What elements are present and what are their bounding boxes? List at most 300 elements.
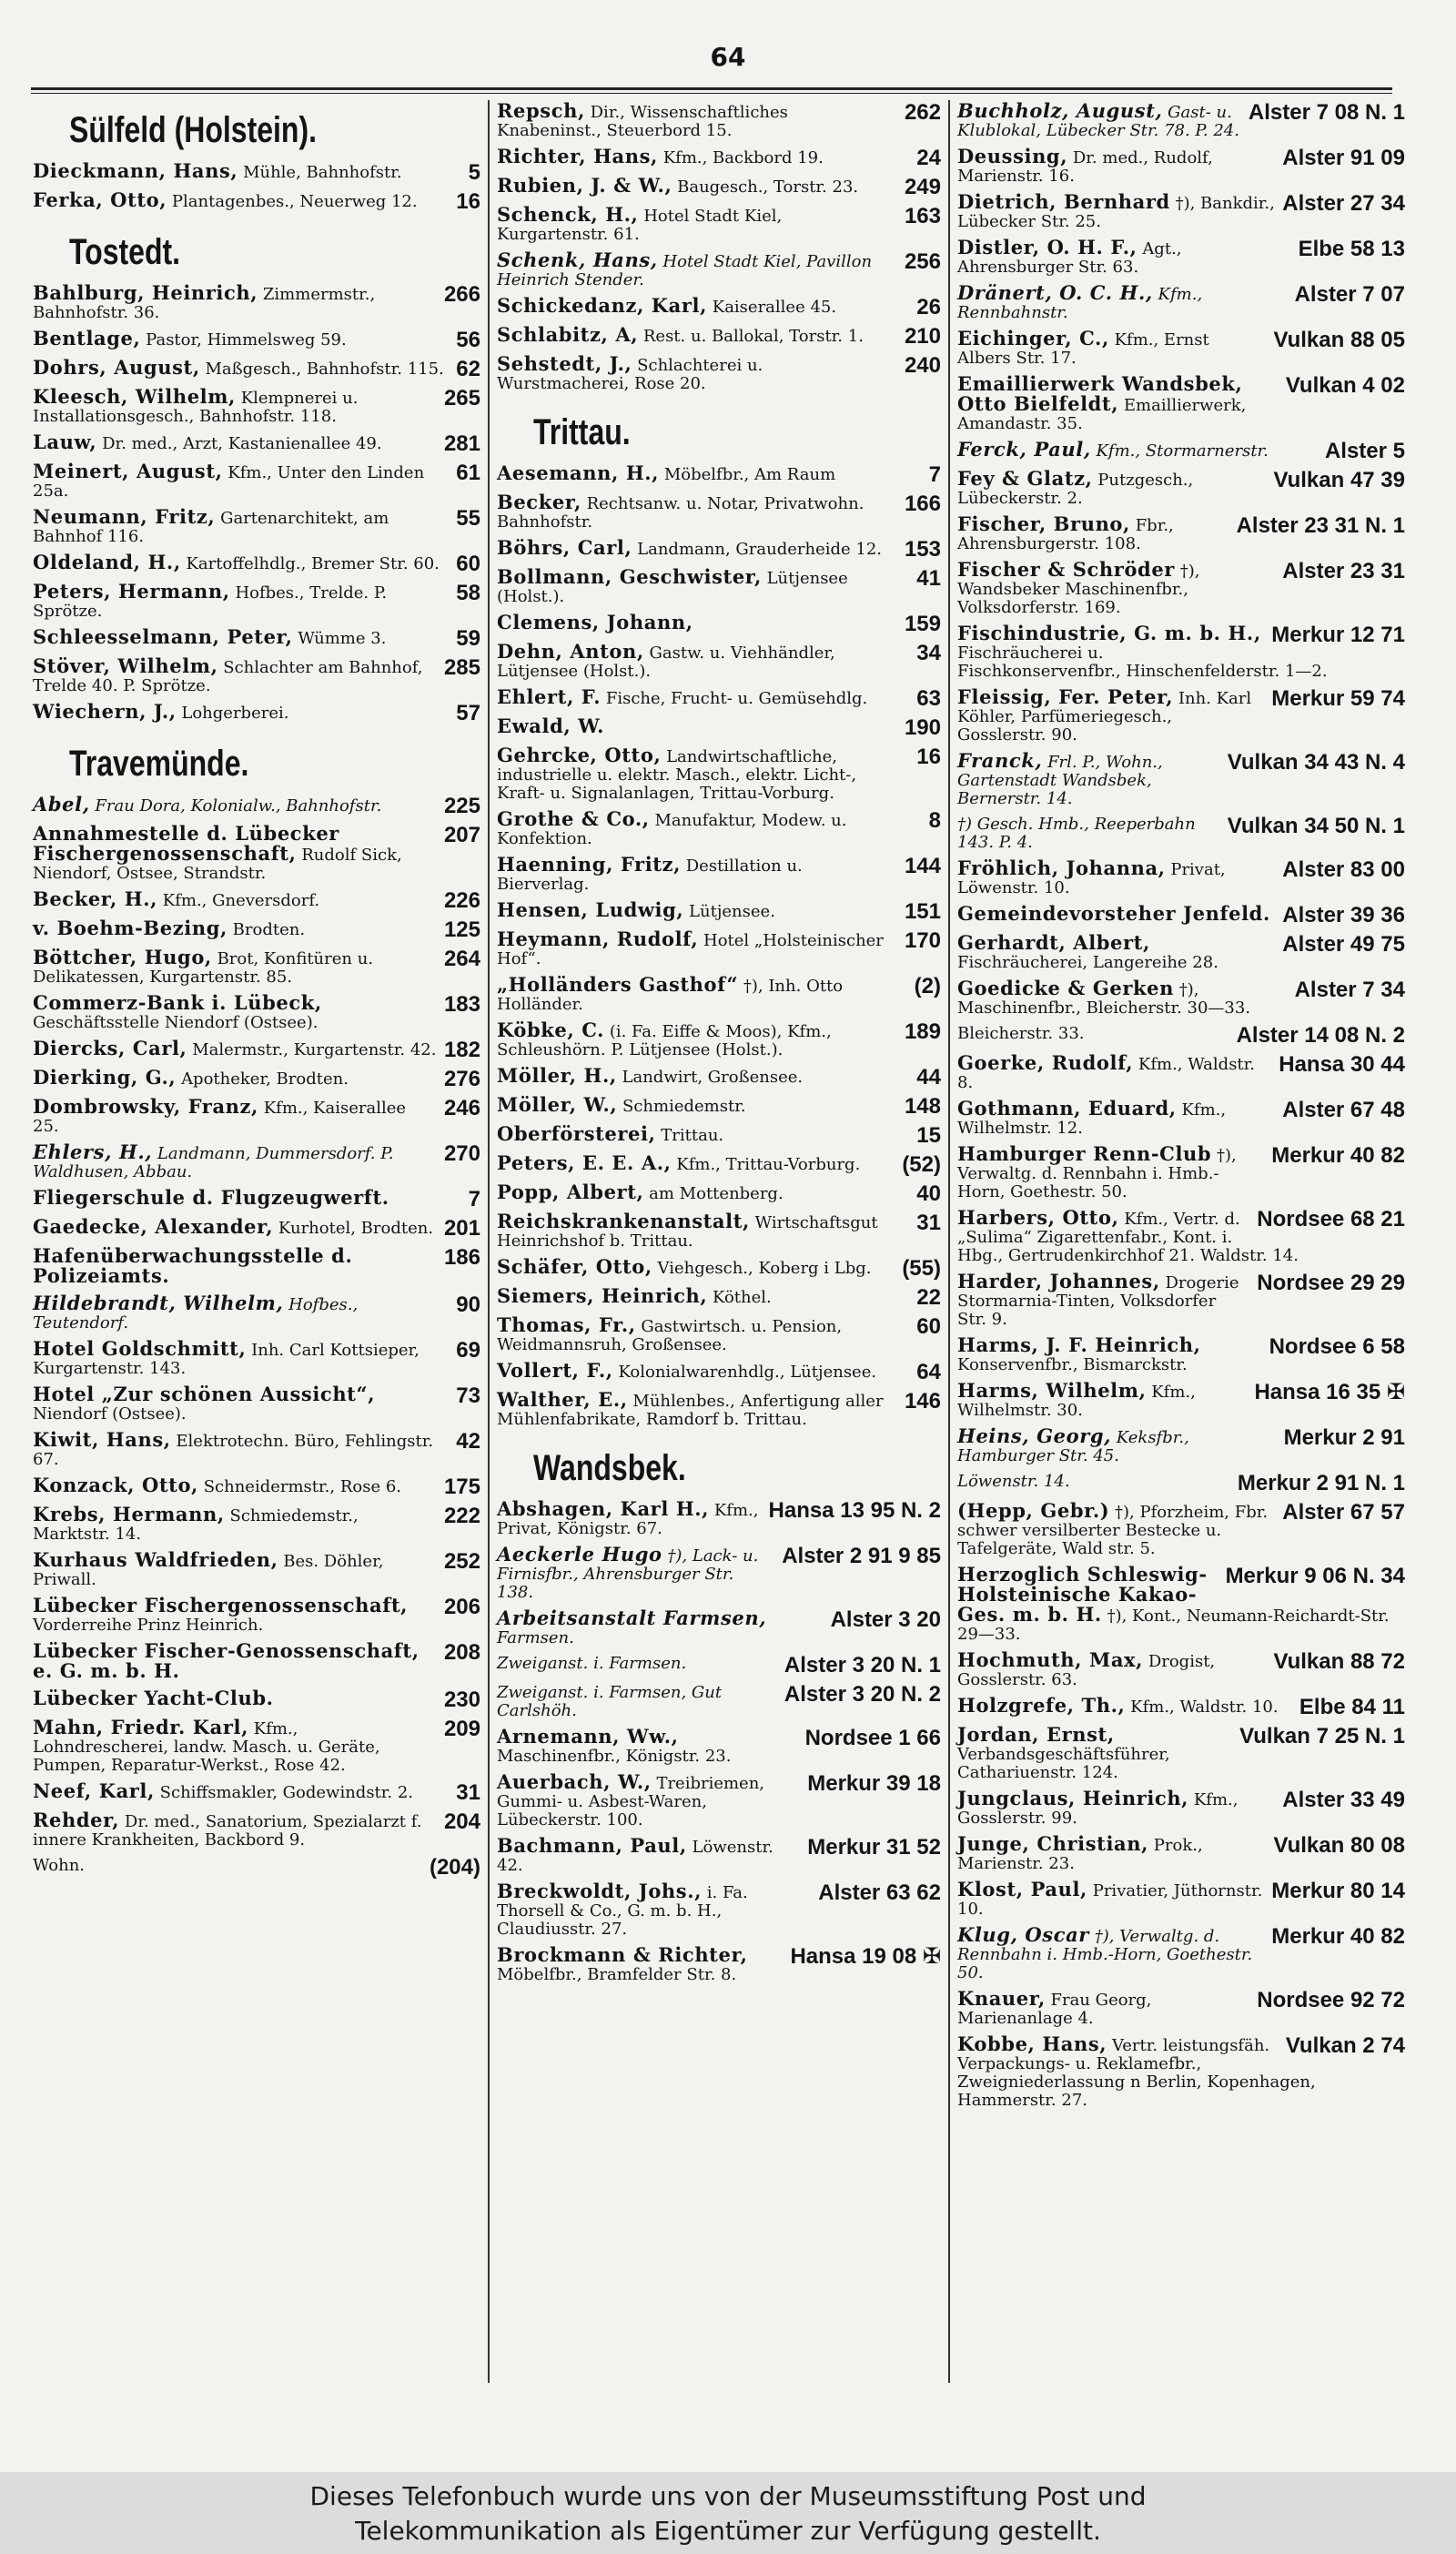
phone-number: 189 [904, 1019, 941, 1044]
phone-number: 183 [443, 992, 480, 1017]
column-3 [957, 99, 1405, 2117]
directory-entry [497, 853, 941, 894]
subscriber-name: Kurhaus Waldfrieden, [33, 1548, 278, 1571]
phone-number: Alster 2 91 9 85 [782, 1544, 941, 1568]
phone-number: 148 [904, 1094, 941, 1119]
phone-number: Vulkan 88 72 [1273, 1649, 1405, 1674]
phone-number: 240 [904, 353, 941, 378]
phone-number: Alster 39 36 [1282, 903, 1405, 927]
entry-details: Klempnerei u. Installationsgesch., Bahnhofstr. 118. [33, 389, 359, 426]
top-rule [31, 87, 1392, 94]
directory-entry [497, 898, 941, 924]
directory-entry [33, 329, 480, 351]
entry-details: Privatier, Jüthornstr. 10. [957, 1881, 1263, 1919]
directory-entry [497, 536, 941, 562]
directory-entry [957, 931, 1405, 972]
entry-details: Mühlenbes., Anfertigung aller Mühlenfabrikate, Ramdorf b. Trittau. [497, 1392, 884, 1429]
entry-details: Drogist, Gosslerstr. 63. [957, 1652, 1216, 1689]
directory-entry [957, 1142, 1405, 1201]
subscriber-name: Vollert, F., [497, 1359, 613, 1382]
entry-details: Löwenstr. 14. [957, 1472, 1070, 1491]
directory-entry [33, 1244, 480, 1287]
phone-number: 222 [443, 1504, 480, 1528]
directory-entry [497, 1388, 941, 1429]
entry-details: Pastor, Himmelsweg 59. [146, 330, 347, 350]
entry-details: Landwirt, Großensee. [622, 1068, 804, 1087]
subscriber-name: Bachmann, Paul, [497, 1834, 687, 1857]
subscriber-name: Möller, H., [497, 1064, 617, 1087]
subscriber-name: Fischer & Schröder [957, 558, 1175, 581]
subscriber-name: Hildebrandt, Wilhelm, [33, 1292, 284, 1314]
subscriber-name: Klost, Paul, [957, 1878, 1087, 1900]
entry-details: Trittau. [661, 1126, 724, 1145]
phone-number: 209 [443, 1717, 480, 1741]
phone-number: Nordsee 92 72 [1257, 1988, 1405, 2012]
phone-number: Alster 7 34 [1294, 978, 1405, 1002]
entry-details: Gast- u. Klublokal, Lübecker Str. 78. P. 24. [957, 103, 1239, 140]
subscriber-name: Hotel Goldschmitt, [33, 1337, 247, 1360]
entry-details: (i. Fa. Eiffe & Moos), Kfm., Schleushörn. P. Lütjensee (Holst.). [497, 1022, 832, 1059]
entry-details: Rudolf Sick, Niendorf, Ostsee, Strandstr. [33, 846, 402, 883]
subscriber-name: Peters, E. E. A., [497, 1151, 672, 1174]
entry-details: Möbelfbr., Am Raum [663, 465, 836, 484]
entry-details: Hotel Stadt Kiel, Kurgartenstr. 61. [497, 207, 783, 244]
entry-details: Inh. Carl Kottsieper, Kurgartenstr. 143. [33, 1341, 420, 1378]
subscriber-name: Haenning, Fritz, [497, 853, 682, 876]
subscriber-name: Dränert, O. C. H., [957, 281, 1153, 304]
phone-number: 207 [443, 823, 480, 847]
phone-number: 210 [904, 324, 941, 349]
subscriber-name: Harbers, Otto, [957, 1206, 1119, 1229]
directory-entry [497, 1359, 941, 1384]
entry-details: Gartenarchitekt, am Bahnhof 116. [33, 509, 389, 546]
subscriber-name: Schlabitz, A, [497, 323, 639, 346]
subscriber-name: Konzack, Otto, [33, 1474, 198, 1496]
entry-details: Kartoffelhdlg., Bremer Str. 60. [186, 554, 440, 573]
phone-number: 252 [443, 1549, 480, 1574]
directory-entry [957, 1272, 1405, 1329]
phone-number: Nordsee 68 21 [1257, 1207, 1405, 1231]
subscriber-name: Buchholz, August, [957, 99, 1163, 122]
phone-number: 90 [456, 1292, 480, 1317]
directory-entry [957, 1563, 1405, 1644]
phone-number: 281 [443, 431, 480, 456]
phone-number: Alster 5 [1324, 439, 1405, 463]
subscriber-name: Gehrcke, Otto, [497, 744, 662, 766]
phone-number: Alster 27 34 [1282, 191, 1405, 216]
place-heading: Trittau. [533, 412, 631, 452]
subscriber-name: Böhrs, Carl, [497, 536, 632, 559]
entry-details: Kfm., Trittau-Vorburg. [676, 1155, 861, 1174]
directory-entry [957, 1723, 1405, 1782]
subscriber-name: Oldeland, H., [33, 551, 181, 573]
entry-details: †), Wandsbeker Maschinenfbr., Volksdorferstr. 169. [957, 562, 1200, 617]
phone-number: (52) [902, 1152, 941, 1177]
entry-details: Drogerie Stormarnia-Tinten, Volksdorfer Str. 9. [957, 1273, 1239, 1329]
directory-entry [497, 352, 941, 393]
subscriber-name: Lübecker Fischer-Genossenschaft, e. G. m. b. H. [33, 1639, 420, 1682]
entry-details: Farmsen. [497, 1628, 574, 1647]
subscriber-name: Mahn, Friedr. Karl, [33, 1716, 249, 1738]
subscriber-name: Kiwit, Hans, [33, 1428, 171, 1451]
subscriber-name: Fey & Glatz, [957, 467, 1093, 490]
phone-number: Alster 3 20 N. 2 [784, 1682, 941, 1707]
directory-entry [497, 1064, 941, 1090]
directory-entry [957, 512, 1405, 553]
entry-details: Vorderreihe Prinz Heinrich. [33, 1616, 264, 1635]
subscriber-name: Aeckerle Hugo [497, 1543, 662, 1566]
phone-number: 15 [916, 1123, 941, 1148]
phone-number: Merkur 12 71 [1271, 623, 1405, 647]
phone-number: Vulkan 34 50 N. 1 [1227, 814, 1405, 838]
phone-number: 42 [456, 1429, 480, 1454]
phone-number: Vulkan 4 02 [1285, 373, 1405, 398]
entry-details: Kfm., Wilhelmstr. 12. [957, 1100, 1227, 1138]
subscriber-name: Neef, Karl, [33, 1779, 155, 1802]
entry-details: Zweiganst. i. Farmsen, Gut Carlshöh. [497, 1683, 723, 1720]
subscriber-name: Böttcher, Hugo, [33, 946, 212, 968]
place-section [497, 411, 941, 1429]
directory-entry [497, 1497, 941, 1538]
phone-number: 190 [904, 715, 941, 740]
subscriber-name: Popp, Albert, [497, 1181, 644, 1203]
subscriber-name: Bentlage, [33, 327, 141, 350]
phone-number: Nordsee 29 29 [1257, 1271, 1405, 1295]
footer-notice [0, 2472, 1456, 2554]
directory-entry [33, 1066, 480, 1091]
phone-number: (55) [902, 1256, 941, 1281]
entry-details: Hofbes., Teutendorf. [33, 1295, 359, 1333]
entry-details: i. Fa. Thorsell & Co., G. m. b. H., Claudiusstr. 27. [497, 1883, 748, 1939]
phone-number: Alster 83 00 [1282, 857, 1405, 882]
phone-number: 166 [904, 492, 941, 516]
phone-number: 7 [468, 1187, 480, 1211]
phone-number: Hansa 16 35 ✠ [1254, 1380, 1405, 1404]
entry-details: Bleicherstr. 33. [957, 1024, 1085, 1043]
subscriber-name: Commerz-Bank i. Lübeck, [33, 991, 322, 1014]
directory-entry [497, 746, 941, 803]
directory-entry [957, 816, 1405, 852]
phone-number: Vulkan 47 39 [1273, 468, 1405, 492]
entry-details: Lütjensee. [689, 902, 775, 921]
phone-number: 57 [456, 701, 480, 725]
entry-details: Kfm., Waldstr. 10. [1130, 1698, 1279, 1717]
subscriber-name: Becker, H., [33, 887, 158, 910]
place-section [957, 99, 1405, 2110]
subscriber-name: Herzoglich Schleswig-Holsteinische Kakao-Ges. m. b. H. [957, 1563, 1208, 1626]
entry-details: Kfm., Unter den Linden 25a. [33, 463, 425, 501]
directory-entry [33, 1215, 480, 1241]
entry-details: Viehgesch., Koberg i Lbg. [657, 1259, 872, 1278]
entry-details: Putzgesch., Lübeckerstr. 2. [957, 471, 1194, 508]
directory-entry [497, 1606, 941, 1647]
directory-entry [497, 174, 941, 199]
subscriber-name: Peters, Hermann, [33, 580, 230, 603]
phone-number: Alster 91 09 [1282, 146, 1405, 170]
directory-entry [33, 385, 480, 426]
phone-number: Alster 7 08 N. 1 [1248, 100, 1405, 125]
directory-entry [957, 1333, 1405, 1374]
directory-entry [957, 1473, 1405, 1495]
phone-number: Merkur 2 91 [1283, 1425, 1405, 1450]
entry-details: Lohgerberei. [181, 704, 289, 723]
directory-entry [497, 1725, 941, 1766]
phone-number: Hansa 13 95 N. 2 [768, 1498, 941, 1523]
subscriber-name: Schickedanz, Karl, [497, 294, 708, 317]
entry-details: Kaiserallee 45. [712, 298, 837, 317]
entry-details: Köthel. [712, 1288, 772, 1307]
phone-number: Nordsee 6 58 [1269, 1334, 1405, 1359]
entry-details: Dr. med., Sanatorium, Spezialarzt f. innere Krankheiten, Backbord 9. [33, 1812, 422, 1850]
directory-entry [497, 685, 941, 711]
subscriber-name: Eichinger, C., [957, 327, 1109, 350]
entry-details: Hofbes., Trelde. P. Sprötze. [33, 583, 388, 621]
directory-entry [33, 1689, 480, 1711]
directory-entry [957, 979, 1405, 1018]
directory-entry [957, 1789, 1405, 1828]
phone-number: 249 [904, 175, 941, 199]
directory-entry [497, 99, 941, 140]
subscriber-name: Emaillierwerk Wandsbek, Otto Bielfeldt, [957, 372, 1243, 415]
directory-entry [33, 1548, 480, 1589]
column-rule [488, 100, 490, 2383]
directory-entry [497, 1255, 941, 1281]
subscriber-name: Becker, [497, 491, 581, 513]
directory-entry [33, 1294, 480, 1333]
phone-number: 5 [468, 160, 480, 185]
subscriber-name: Ehlers, H., [33, 1140, 153, 1163]
column-rule [948, 100, 950, 2383]
phone-number: 60 [456, 552, 480, 576]
subscriber-name: Siemers, Heinrich, [497, 1284, 708, 1307]
entry-details: am Mottenberg. [649, 1184, 784, 1203]
entry-details: Zimmermstr., Bahnhofstr. 36. [33, 285, 376, 322]
subscriber-name: Ewald, W. [497, 715, 604, 737]
subscriber-name: Holzgrefe, Th., [957, 1694, 1126, 1717]
place-section [497, 1447, 941, 1984]
phone-number: Merkur 9 06 N. 34 [1225, 1564, 1405, 1588]
subscriber-name: Bollmann, Geschwister, [497, 565, 762, 588]
entry-details: Fischräucherei, Langereihe 28. [957, 953, 1218, 972]
entry-details: Schlachter am Bahnhof, Trelde 40. P. Sprötze. [33, 658, 423, 695]
subscriber-name: Clemens, Johann, [497, 611, 693, 633]
directory-entry [957, 99, 1405, 140]
directory-entry [957, 1880, 1405, 1919]
phone-number: Alster 23 31 [1282, 559, 1405, 583]
entry-details: Dr. med., Rudolf, Marienstr. 16. [957, 148, 1213, 186]
subscriber-name: Abshagen, Karl H., [497, 1497, 710, 1520]
phone-number: Elbe 58 13 [1298, 237, 1405, 261]
entry-details: Kfm., Rennbahnstr. [957, 285, 1203, 322]
directory-entry [33, 1596, 480, 1635]
phone-number: 230 [443, 1687, 480, 1712]
directory-entry [957, 1424, 1405, 1465]
directory-entry [957, 685, 1405, 745]
phone-number: Vulkan 88 05 [1273, 328, 1405, 352]
phone-number: 31 [456, 1780, 480, 1805]
phone-number: Elbe 84 11 [1299, 1695, 1405, 1719]
entry-details: Fische, Frucht- u. Gemüsehdlg. [605, 689, 868, 708]
directory-entry [33, 281, 480, 322]
entry-details: Geschäftsstelle Niendorf (Ostsee). [33, 1013, 318, 1032]
entry-details: Kfm., Waldstr. 8. [957, 1055, 1256, 1092]
entry-details: †), Inh. Otto Holländer. [497, 977, 844, 1014]
directory-entry [33, 1095, 480, 1136]
subscriber-name: Ferka, Otto, [33, 188, 167, 211]
subscriber-name: Dierking, G., [33, 1066, 177, 1089]
phone-number: Hansa 19 08 ✠ [790, 1944, 941, 1969]
entry-details: Schiffsmakler, Godewindstr. 2. [159, 1783, 414, 1802]
phone-number: 40 [916, 1181, 941, 1206]
entry-details: Fischräucherei u. Fischkonservenfbr., Hinschenfelderstr. 1—2. [957, 644, 1328, 681]
directory-entry [957, 1379, 1405, 1420]
entry-details: Gastw. u. Viehhändler, Lütjensee (Holst.). [497, 644, 835, 681]
directory-entry [33, 1718, 480, 1775]
phone-number: 246 [443, 1096, 480, 1120]
directory-entry [957, 147, 1405, 186]
directory-entry [497, 1122, 941, 1148]
directory-entry [33, 356, 480, 381]
subscriber-name: Auerbach, W., [497, 1770, 652, 1793]
entry-details: Landmann, Grauderheide 12. [637, 540, 882, 559]
phone-number: Merkur 59 74 [1271, 686, 1405, 711]
subscriber-name: Dohrs, August, [33, 356, 200, 379]
directory-entry [957, 1923, 1405, 1982]
entry-details: Möbelfbr., Bramfelder Str. 8. [497, 1965, 737, 1984]
directory-entry [33, 1039, 480, 1061]
subscriber-name: Dietrich, Bernhard [957, 190, 1170, 213]
phone-number: 204 [443, 1809, 480, 1834]
phone-number: 182 [443, 1038, 480, 1062]
subscriber-name: Kleesch, Wilhelm, [33, 385, 236, 408]
subscriber-name: Repsch, [497, 99, 585, 122]
directory-entry [33, 580, 480, 621]
subscriber-name: Neumann, Fritz, [33, 505, 216, 528]
subscriber-name: Möller, W., [497, 1093, 618, 1116]
entry-details: Privat, Löwenstr. 10. [957, 860, 1226, 897]
entry-details: Löwenstr. 42. [497, 1838, 774, 1875]
directory-entry [33, 1140, 480, 1181]
entry-details: Rest. u. Ballokal, Torstr. 1. [642, 327, 864, 346]
phone-number: 266 [443, 282, 480, 307]
directory-entry [957, 902, 1405, 927]
phone-number: 69 [456, 1338, 480, 1363]
phone-number: 8 [928, 808, 941, 833]
subscriber-name: Schenk, Hans, [497, 248, 658, 271]
directory-entry [957, 438, 1405, 463]
phone-number: 225 [443, 794, 480, 818]
subscriber-name: Dehn, Anton, [497, 640, 644, 663]
entry-details: Kfm., Privat, Königstr. 67. [497, 1501, 759, 1538]
directory-entry [497, 640, 941, 681]
subscriber-name: Gothmann, Eduard, [957, 1097, 1177, 1120]
subscriber-name: Lübecker Fischergenossenschaft, [33, 1594, 409, 1617]
directory-entry [33, 793, 480, 818]
directory-entry [497, 927, 941, 968]
directory-entry [33, 1385, 480, 1424]
entry-details: Kfm., Ernst Albers Str. 17. [957, 330, 1209, 368]
directory-entry [957, 624, 1405, 681]
entry-details: Dr. med., Arzt, Kastanienallee 49. [102, 434, 382, 453]
subscriber-name: Deussing, [957, 145, 1068, 167]
place-heading: Travemünde. [69, 744, 249, 784]
phone-number: Alster 14 08 N. 2 [1236, 1023, 1405, 1048]
phone-number: 262 [904, 100, 941, 125]
entry-details: Wohn. [33, 1856, 86, 1875]
directory-entry [497, 565, 941, 606]
entry-details: Plantagenbes., Neuerweg 12. [171, 192, 418, 211]
entry-details: Kfm., Wilhelmstr. 30. [957, 1383, 1196, 1420]
entry-details: Verbandsgeschäftsführer, Cathariuenstr. 124. [957, 1745, 1170, 1782]
phone-number: Alster 23 31 N. 1 [1236, 513, 1405, 538]
directory-entry [497, 613, 941, 635]
subscriber-name: Richter, Hans, [497, 145, 658, 167]
subscriber-name: Fischindustrie, G. m. b. H., [957, 622, 1261, 644]
entry-details: Gastwirtsch. u. Pension, Weidmannsruh, Großensee. [497, 1317, 843, 1354]
phone-number: 159 [904, 612, 941, 636]
phone-number: 60 [916, 1314, 941, 1339]
directory-entry [33, 433, 480, 455]
subscriber-name: Gemeindevorsteher Jenfeld. [957, 902, 1270, 925]
entry-details: Prok., Marienstr. 23. [957, 1836, 1203, 1873]
directory-entry [497, 1943, 941, 1984]
subscriber-name: Fliegerschule d. Flugzeugwerft. [33, 1186, 389, 1209]
entry-details: Elektrotechn. Büro, Fehlingstr. 67. [33, 1432, 434, 1469]
directory-entry [957, 1025, 1405, 1047]
phone-number: 186 [443, 1245, 480, 1270]
directory-entry [497, 461, 941, 487]
entry-details: †), Kont., Neumann-Reichardt-Str. 29—33. [957, 1606, 1390, 1644]
subscriber-name: Jungclaus, Heinrich, [957, 1787, 1189, 1809]
directory-entry [33, 505, 480, 546]
phone-number: 265 [443, 386, 480, 410]
subscriber-name: Stöver, Wilhelm, [33, 654, 218, 677]
subscriber-name: Krebs, Hermann, [33, 1503, 225, 1525]
phone-number: Vulkan 2 74 [1285, 2033, 1405, 2058]
subscriber-name: Arnemann, Ww., [497, 1725, 679, 1748]
directory-entry [497, 1882, 941, 1939]
entry-details: Landmann, Dummersdorf. P. Waldhusen, Abbau. [33, 1144, 394, 1181]
directory-entry [33, 188, 480, 214]
subscriber-name: Jordan, Ernst, [957, 1723, 1115, 1746]
directory-entry [33, 1857, 480, 1879]
directory-entry [497, 1313, 941, 1354]
directory-entry [33, 1505, 480, 1544]
subscriber-name: Goedicke & Gerken [957, 977, 1174, 999]
footer-line-1: Dieses Telefonbuch wurde uns von der Museumsstiftung Post und [309, 2481, 1147, 2511]
subscriber-name: Annahmestelle d. Lübecker Fischergenossenschaft, [33, 822, 339, 865]
entry-details: Treibriemen, Gummi- u. Asbest-Waren, Lübeckerstr. 100. [497, 1774, 765, 1829]
directory-entry [33, 1779, 480, 1805]
directory-entry [497, 973, 941, 1014]
entry-details: Kurhotel, Brodten. [278, 1219, 434, 1238]
phone-number: 264 [443, 947, 480, 971]
directory-entry [497, 807, 941, 848]
entry-details: Kolonialwarenhdlg., Lütjensee. [618, 1363, 877, 1382]
entry-details: Lütjensee (Holst.). [497, 569, 848, 606]
directory-entry [957, 2032, 1405, 2110]
place-section [33, 743, 480, 1879]
subscriber-name: Sehstedt, J., [497, 352, 632, 375]
subscriber-name: Junge, Christian, [957, 1832, 1149, 1855]
directory-entry [957, 1206, 1405, 1265]
subscriber-name: Brockmann & Richter, [497, 1943, 748, 1966]
directory-entry [957, 1987, 1405, 2028]
directory-entry [497, 1284, 941, 1310]
subscriber-name: Schenck, H., [497, 203, 639, 226]
subscriber-name: Hamburger Renn-Club [957, 1142, 1212, 1165]
subscriber-name: Franck, [957, 749, 1043, 772]
